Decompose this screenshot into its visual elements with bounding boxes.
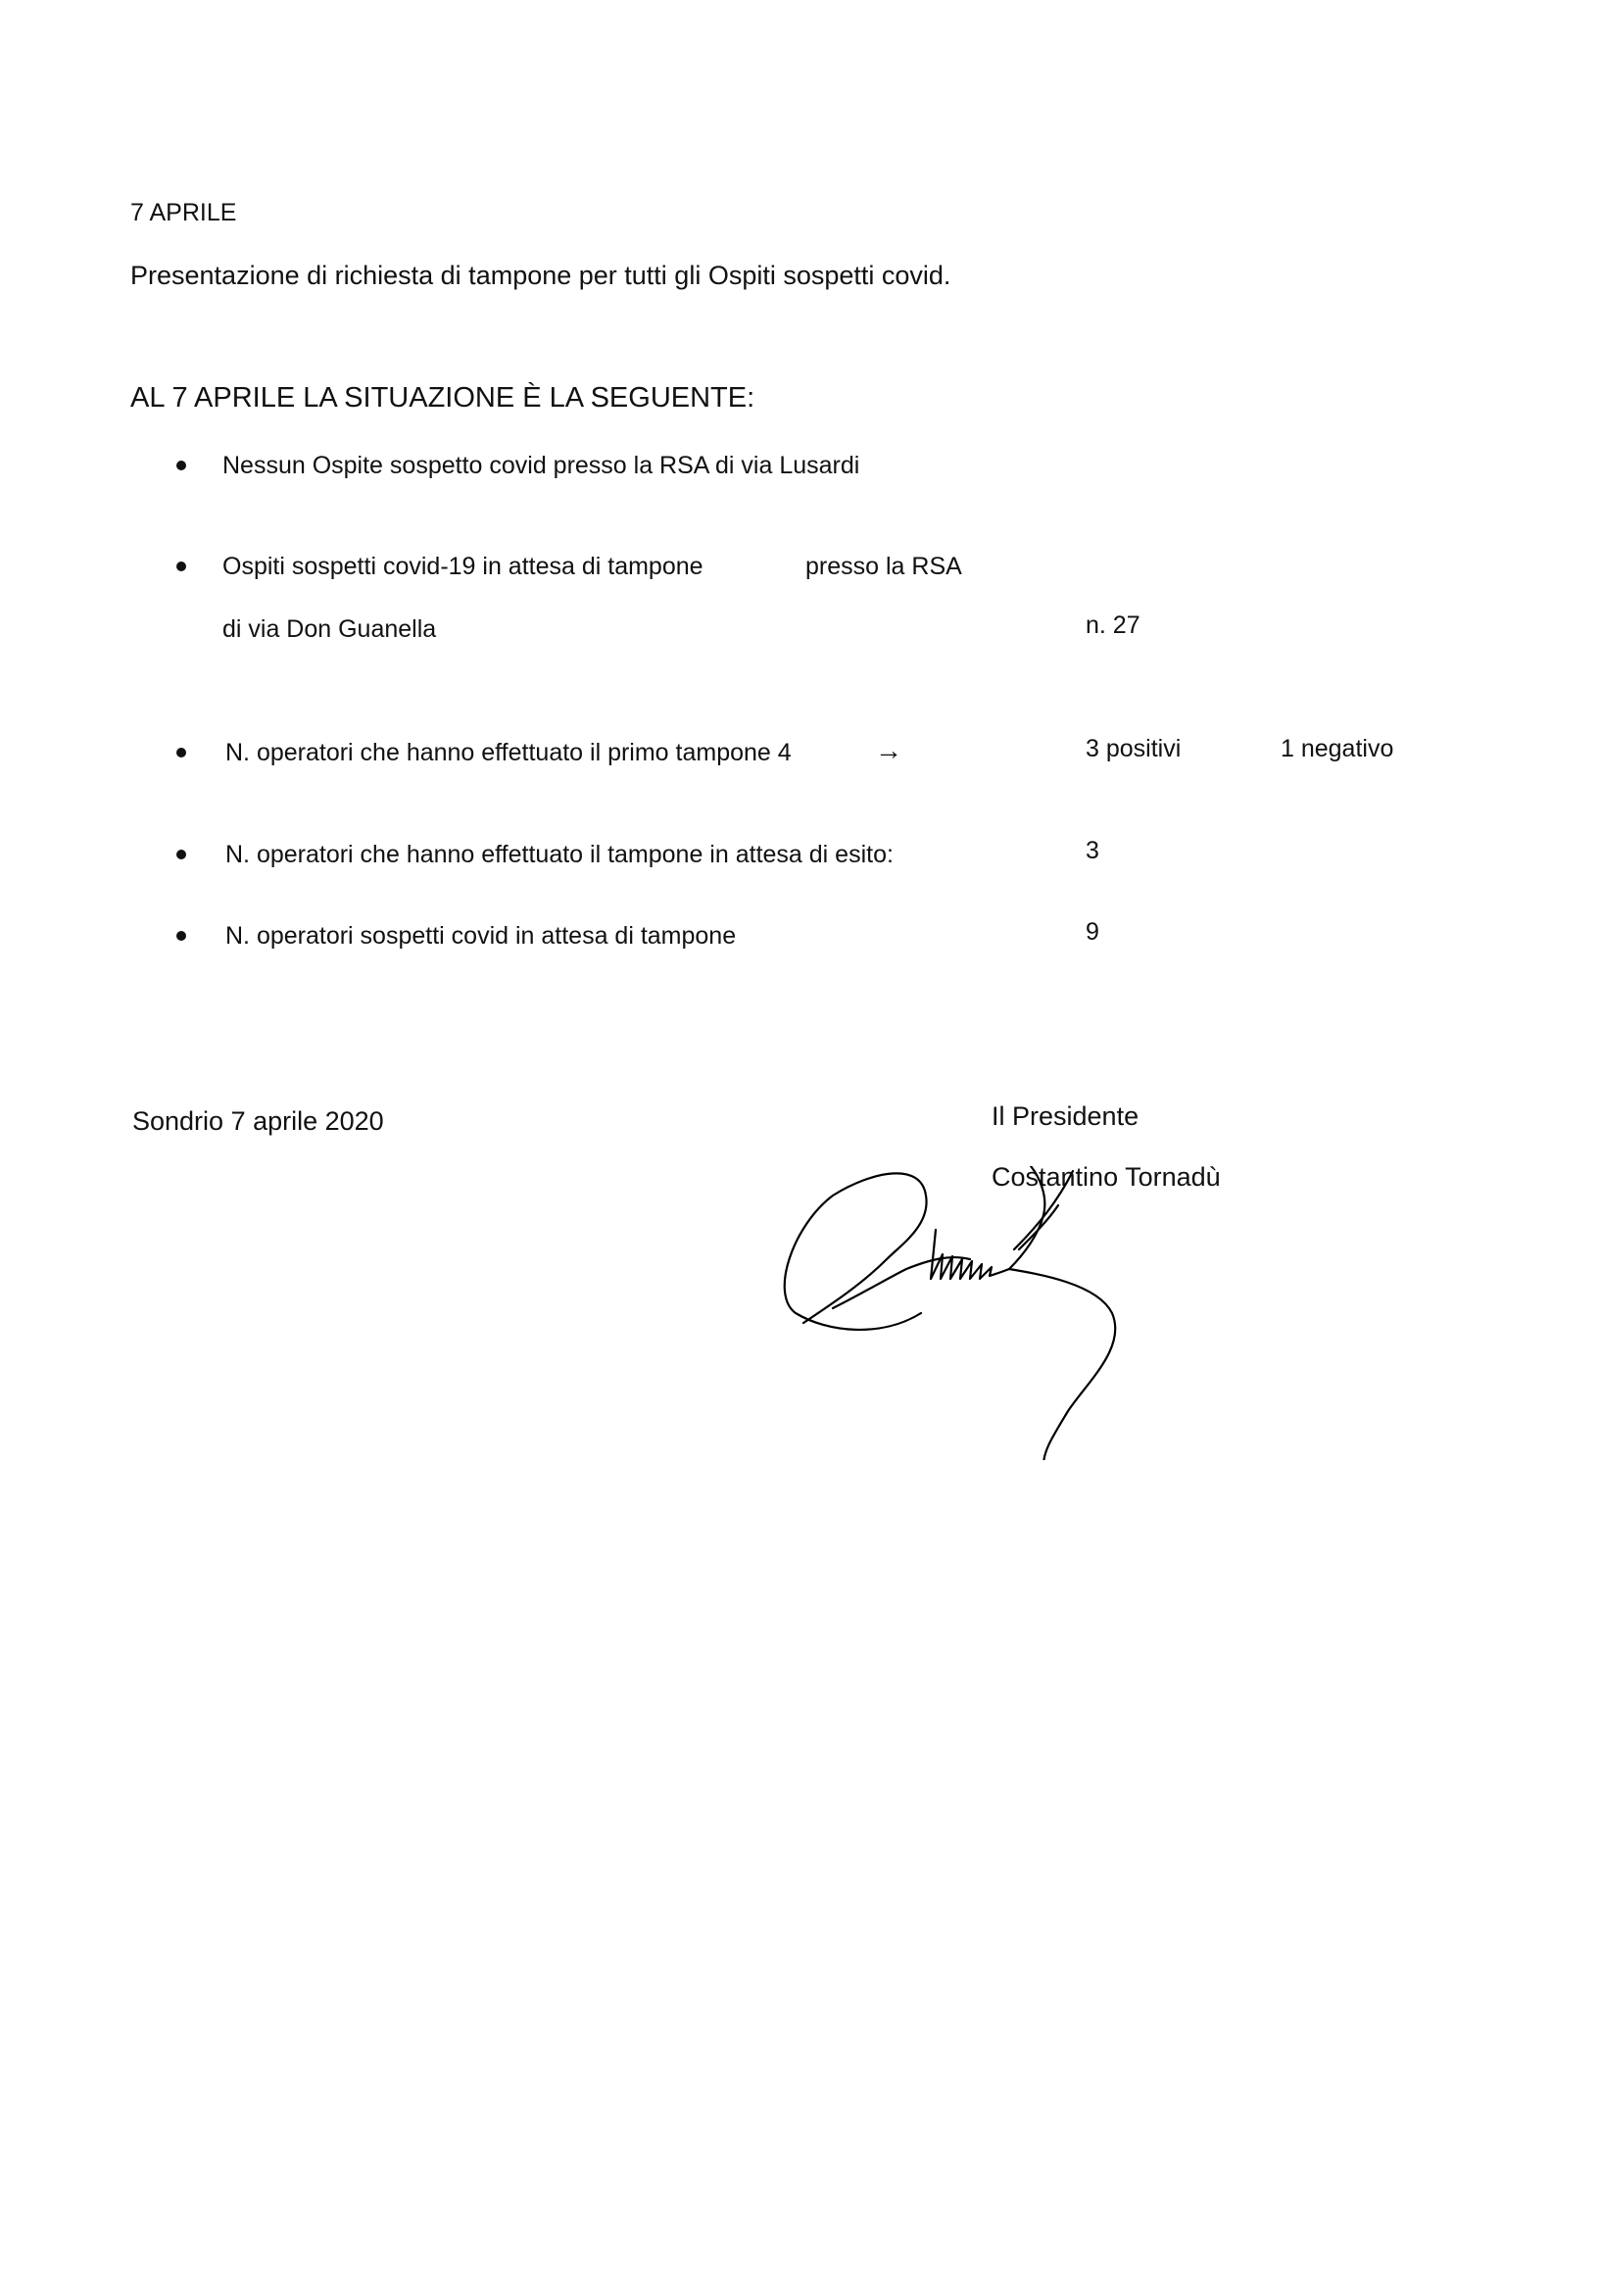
item-1-text: Nessun Ospite sospetto covid presso la RSA di via Lusardi [222,452,860,479]
bullet-icon [176,931,186,941]
item-3-text: N. operatori che hanno effettuato il primo tampone 4 [225,739,792,766]
item-3-value-b: 1 negativo [1281,735,1394,762]
item-2-text-b: presso la RSA [805,553,962,580]
signatory-name: Costantino Tornadù [992,1162,1221,1192]
item-5-value: 9 [1086,918,1099,946]
section-title: AL 7 APRILE LA SITUAZIONE È LA SEGUENTE: [130,382,755,414]
item-2-value: n. 27 [1086,611,1140,639]
date-heading: 7 APRILE [130,199,237,226]
item-2-text-cont: di via Don Guanella [222,615,437,643]
place-date: Sondrio 7 aprile 2020 [132,1106,384,1136]
item-2-text: Ospiti sospetti covid-19 in attesa di tampone [222,553,703,580]
item-4-value: 3 [1086,837,1099,864]
signatory-role: Il Presidente [992,1101,1139,1131]
bullet-icon [176,748,186,757]
bullet-icon [176,850,186,859]
item-5-text: N. operatori sospetti covid in attesa di tampone [225,922,737,950]
item-4-text: N. operatori che hanno effettuato il tampone in attesa di esito: [225,841,894,868]
arrow-icon: → [875,735,902,765]
intro-text: Presentazione di richiesta di tampone per tutti gli Ospiti sospetti covid. [130,261,951,290]
bullet-icon [176,562,186,571]
item-3-value: 3 positivi [1086,735,1182,762]
bullet-icon [176,461,186,470]
signature-icon [774,1166,1166,1460]
